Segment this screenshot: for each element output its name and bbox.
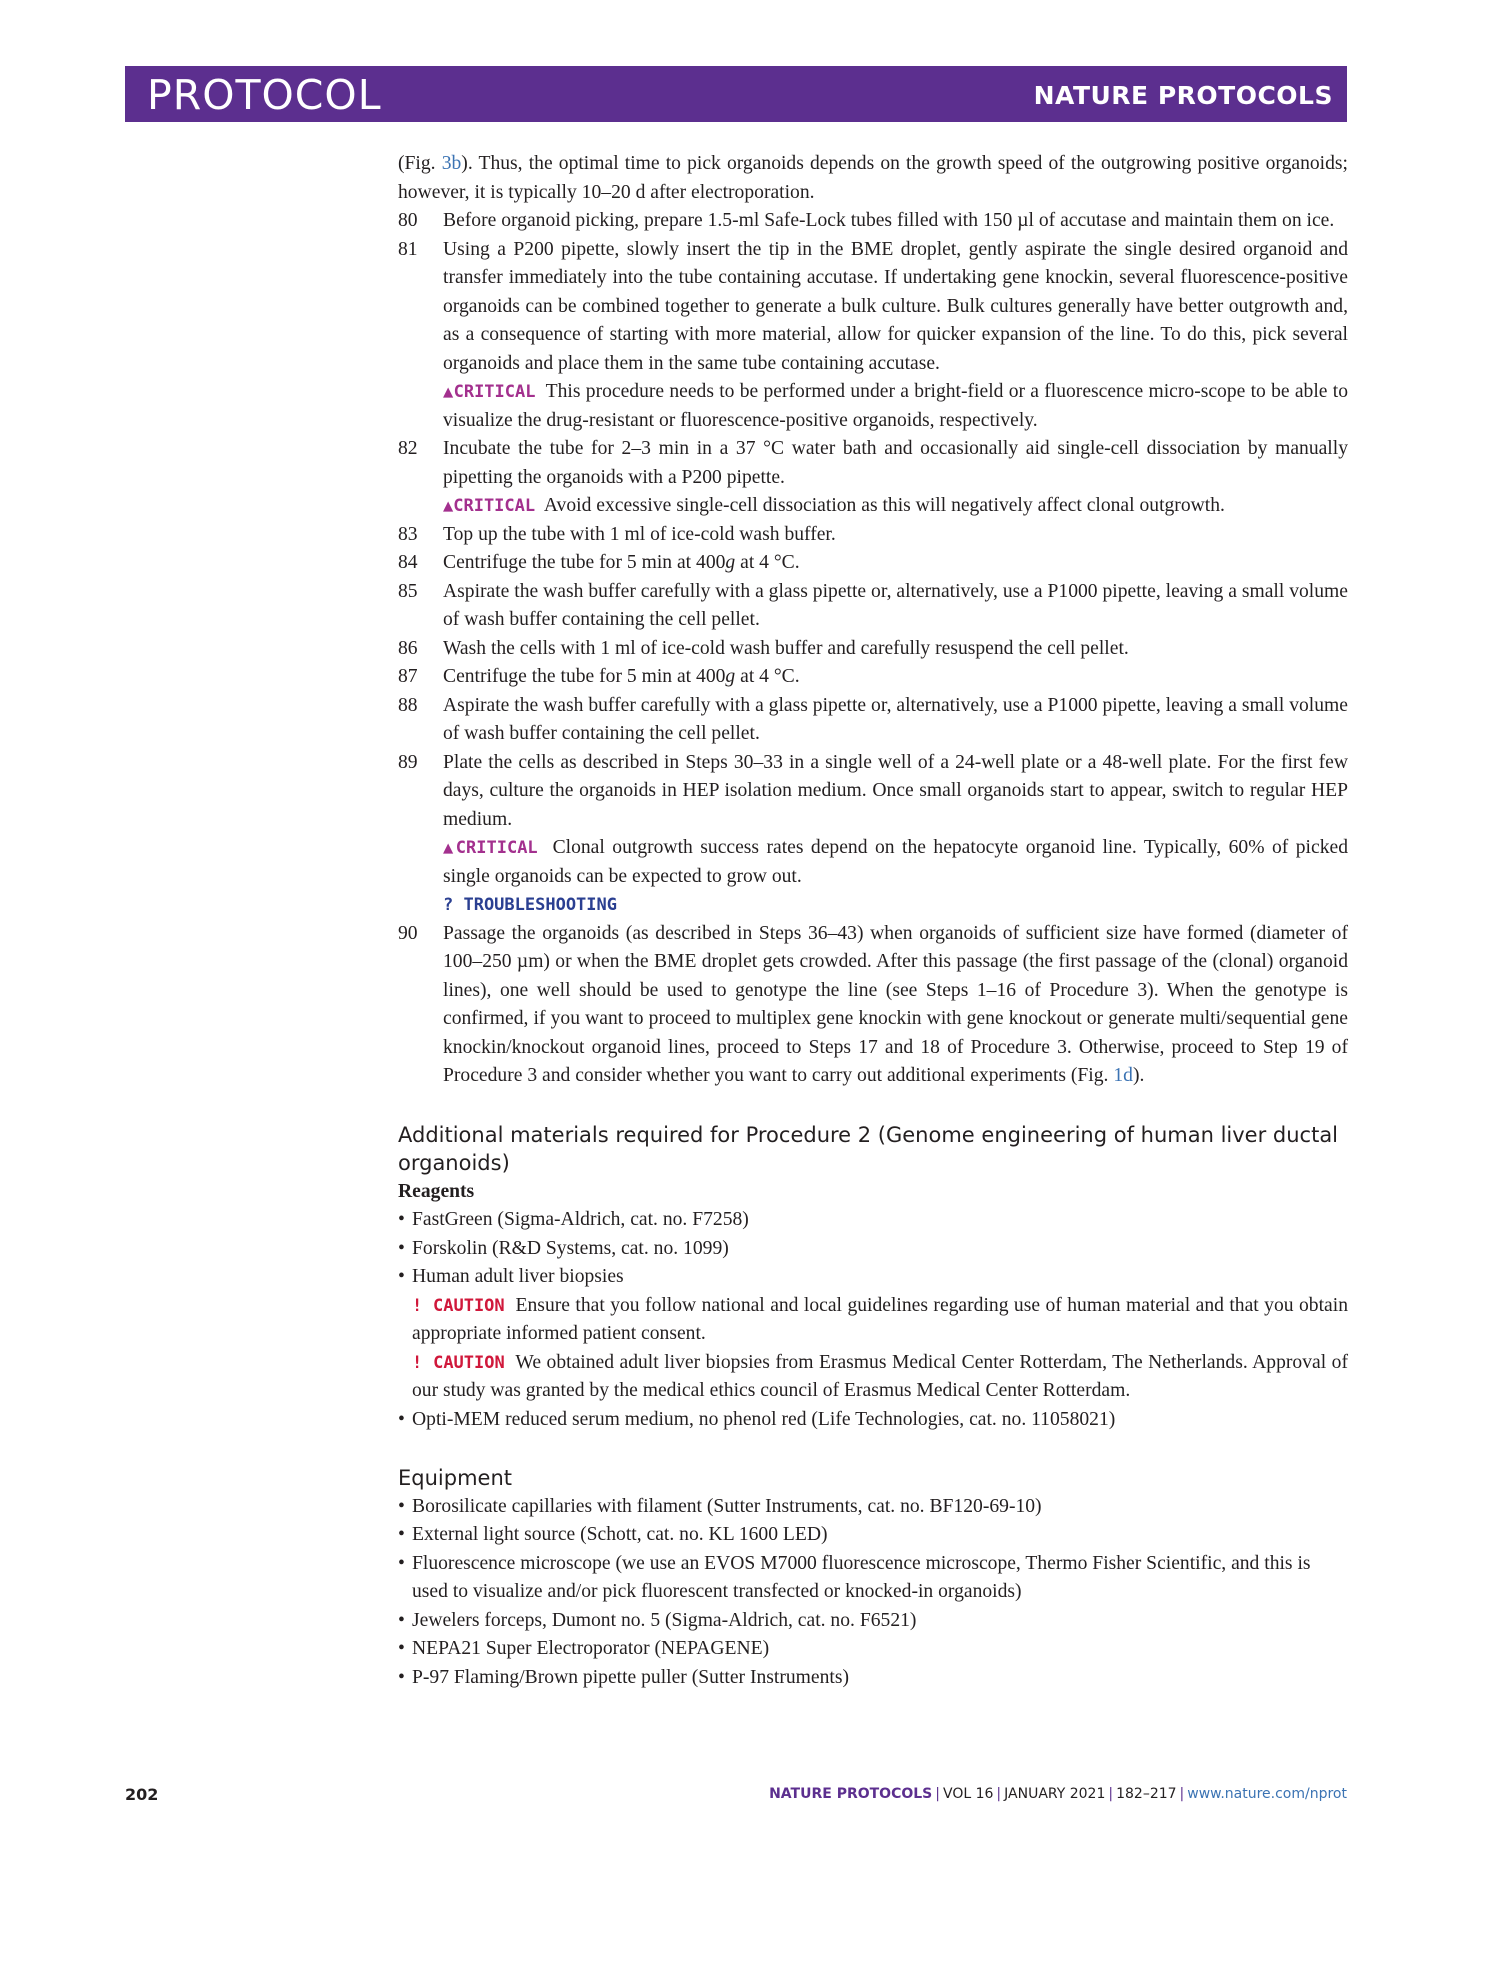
list-item (398, 1635, 1348, 1664)
step-text-post: at 4 °C. (735, 666, 800, 687)
step-text (443, 663, 1348, 692)
page-number: 202 (125, 1785, 159, 1804)
critical-label: ▲CRITICAL (443, 496, 536, 516)
step-number: 89 (398, 751, 418, 773)
list-item-text: Borosilicate capillaries with filament (Sutter Instruments, cat. no. BF120-69-10) (412, 1495, 1042, 1517)
step-84 (398, 549, 1348, 578)
step-text: Aspirate the wash buffer carefully with a glass pipette or, alternatively, use a P1000 pipette, leaving a small volume of wash buffer containing the cell pellet. (443, 694, 1348, 744)
step-text: Using a P200 pipette, slowly insert the tip in the BME droplet, gently aspirate the single desired organoid and transfer immediately into the tube containing accutase. If undertaking gene knockin, several fluorescence-positive organoids can be combined together to generate a bulk culture. Bulk cultures generally have better outgrowth and, as a consequence of starting with more material, allow for quicker expansion of the line. To do this, pick several organoids and place them in the same tube containing accutase. (443, 238, 1348, 374)
section-label: PROTOCOL (147, 71, 382, 119)
list-item-text: Forskolin (R&D Systems, cat. no. 1099) (412, 1237, 729, 1259)
critical-label: ▲CRITICAL (443, 838, 538, 858)
step-text: Plate the cells as described in Steps 30–33 in a single well of a 24-well plate or a 48-well plate. For the first few days, culture the organoids in HEP isolation medium. Once small organoids start to appear, switch to regular HEP medium. (443, 751, 1348, 830)
caution-text: Ensure that you follow national and local guidelines regarding use of human material and that you obtain appropriate informed patient consent. (412, 1294, 1348, 1344)
list-item (398, 1206, 1348, 1235)
figure-link-1d[interactable]: 1d (1113, 1065, 1133, 1086)
step-text-post: ). (1132, 1065, 1145, 1086)
list-item-text: P-97 Flaming/Brown pipette puller (Sutter Instruments) (412, 1666, 849, 1688)
journal-name: NATURE PROTOCOLS (1033, 81, 1333, 110)
bullet-icon: • (398, 1609, 405, 1631)
step-text-pre: Centrifuge the tube for 5 min at 400 (443, 552, 726, 573)
list-item (398, 1493, 1348, 1522)
step-number: 85 (398, 580, 418, 602)
figure-link-3b[interactable]: 3b (441, 153, 462, 174)
list-item-text: Fluorescence microscope (we use an EVOS M7000 fluorescence microscope, Thermo Fisher Scientific, and this is used to visualize and/or pick fluorescent transfected or knocked-in organoids) (412, 1552, 1311, 1602)
header-banner (125, 66, 1347, 122)
list-item (398, 1235, 1348, 1264)
caution-note (412, 1349, 1348, 1406)
caution-note (412, 1292, 1348, 1349)
step-80 (398, 207, 1348, 236)
step-text (443, 549, 1348, 578)
bullet-icon: • (398, 1524, 405, 1545)
caution-text: We obtained adult liver biopsies from Erasmus Medical Center Rotterdam, The Netherlands. Approval of our study was granted by the medical ethics council of Erasmus Medical Center Rotterdam. (412, 1351, 1348, 1401)
footer-date: JANUARY 2021 (1004, 1786, 1106, 1802)
bullet-icon: • (398, 1552, 405, 1574)
footer-pages: 182–217 (1116, 1786, 1177, 1802)
critical-text: This procedure needs to be performed under a bright-field or a fluorescence micro-scope to be able to visualize the drug-resistant or fluorescence-positive organoids, respectively. (443, 381, 1348, 431)
step-81 (398, 236, 1348, 436)
list-item-text: NEPA21 Super Electroporator (NEPAGENE) (412, 1638, 770, 1659)
bullet-icon: • (398, 1638, 405, 1659)
step-text: Before organoid picking, prepare 1.5-ml Safe-Lock tubes filled with 150 µl of accutase and maintain them on ice. (443, 210, 1335, 231)
step-text-italic: g (725, 666, 736, 687)
list-item (398, 1406, 1348, 1435)
critical-note (443, 492, 1348, 521)
list-item-text: Human adult liver biopsies (412, 1266, 624, 1287)
bullet-icon: • (398, 1495, 405, 1517)
step-text: Wash the cells with 1 ml of ice-cold wash buffer and carefully resuspend the cell pellet. (443, 637, 1129, 659)
step-88 (398, 692, 1348, 749)
step-text: Incubate the tube for 2–3 min in a 37 °C water bath and occasionally aid single-cell dissociation by manually pipetting the organoids with a P200 pipette. (443, 438, 1348, 488)
step-number: 84 (398, 552, 418, 573)
troubleshooting-label[interactable]: ? TROUBLESHOOTING (443, 895, 617, 915)
step-text-italic: g (725, 552, 736, 573)
bullet-icon: • (398, 1666, 405, 1688)
step-text-post: at 4 °C. (735, 552, 800, 573)
bullet-icon: • (398, 1237, 405, 1259)
list-item (398, 1607, 1348, 1636)
list-item (398, 1263, 1348, 1292)
main-content (398, 150, 1348, 1692)
bullet-icon: • (398, 1209, 405, 1230)
reagents-heading: Reagents (398, 1180, 475, 1202)
caution-block (398, 1292, 1348, 1406)
step-90 (398, 920, 1348, 1091)
step-number: 82 (398, 438, 418, 459)
list-item-text: Jewelers forceps, Dumont no. 5 (Sigma-Aldrich, cat. no. F6521) (412, 1609, 917, 1631)
list-item-text: Opti-MEM reduced serum medium, no phenol red (Life Technologies, cat. no. 11058021) (412, 1408, 1116, 1430)
critical-note (443, 378, 1348, 435)
step-87 (398, 663, 1348, 692)
intro-text-post: ). Thus, the optimal time to pick organoids depends on the growth speed of the outgrowing positive organoids; however, it is typically 10–20 d after electroporation. (398, 153, 1348, 203)
step-83 (398, 521, 1348, 550)
footer-volume: VOL 16 (943, 1786, 994, 1802)
critical-label: ▲CRITICAL (443, 382, 536, 402)
caution-label: ! CAUTION (412, 1352, 505, 1373)
step-89 (398, 749, 1348, 920)
footer-journal: NATURE PROTOCOLS (769, 1786, 933, 1802)
step-82 (398, 435, 1348, 521)
caution-label: ! CAUTION (412, 1295, 505, 1316)
step-number: 90 (398, 922, 418, 944)
intro-paragraph (398, 150, 1348, 207)
step-85 (398, 578, 1348, 635)
step-number: 80 (398, 210, 418, 231)
list-item (398, 1521, 1348, 1550)
footer-citation: NATURE PROTOCOLS | VOL 16 | JANUARY 2021 | 182–217 | www.nature.com/nprot (769, 1786, 1347, 1802)
section-heading: Additional materials required for Procedure 2 (Genome engineering of human liver ductal organoids) (398, 1122, 1339, 1175)
equipment-heading: Equipment (398, 1466, 512, 1490)
critical-text: Avoid excessive single-cell dissociation as this will negatively affect clonal outgrowth. (543, 495, 1225, 516)
list-item (398, 1664, 1348, 1693)
troubleshooting-link[interactable] (443, 891, 1348, 920)
step-text: Aspirate the wash buffer carefully with a glass pipette or, alternatively, use a P1000 pipette, leaving a small volume of wash buffer containing the cell pellet. (443, 580, 1348, 630)
critical-text: Clonal outgrowth success rates depend on the hepatocyte organoid line. Typically, 60% of picked single organoids can be expected to grow out. (443, 837, 1348, 887)
step-number: 86 (398, 637, 418, 659)
bullet-icon: • (398, 1266, 405, 1287)
step-text-pre: Centrifuge the tube for 5 min at 400 (443, 666, 726, 687)
list-item (398, 1550, 1348, 1607)
step-number: 81 (398, 238, 418, 260)
bullet-icon: • (398, 1408, 405, 1430)
step-text: Top up the tube with 1 ml of ice-cold wash buffer. (443, 523, 836, 545)
step-86 (398, 635, 1348, 664)
list-item-text: FastGreen (Sigma-Aldrich, cat. no. F7258) (412, 1209, 749, 1230)
critical-note (443, 834, 1348, 891)
step-text (443, 920, 1348, 1091)
step-number: 83 (398, 523, 418, 545)
step-number: 88 (398, 694, 418, 716)
list-item-text: External light source (Schott, cat. no. KL 1600 LED) (412, 1524, 828, 1545)
intro-text-pre: (Fig. (398, 153, 442, 174)
footer-url-link[interactable]: www.nature.com/nprot (1187, 1786, 1347, 1802)
step-number: 87 (398, 666, 418, 687)
step-text-pre: Passage the organoids (as described in Steps 36–43) when organoids of sufficient size have formed (diameter of 100–250 µm) or when the BME droplet gets crowded. After this passage (the first passage of the (clonal) organoid lines), one well should be used to genotype the line (see Steps 1–16 of Procedure 3). When the genotype is confirmed, if you want to proceed to multiplex gene knockin with gene knockout or generate multi/sequential gene knockin/knockout organoid lines, proceed to Steps 17 and 18 of Procedure 3. Otherwise, proceed to Step 19 of Procedure 3 and consider whether you want to carry out additional experiments (Fig. (443, 922, 1348, 1086)
